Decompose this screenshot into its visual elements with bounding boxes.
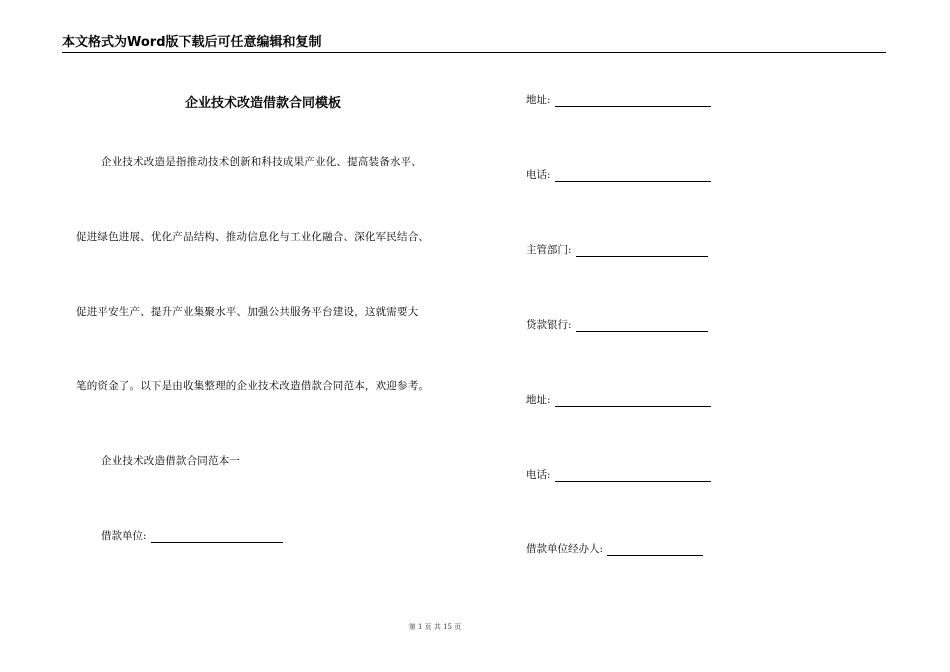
phone-label: 电话:	[526, 169, 551, 181]
paragraph-line-2: 促进绿色进展、优化产品结构、推动信息化与工业化融合、深化军民结合、	[76, 231, 430, 243]
borrower-unit-label: 借款单位:	[101, 530, 147, 542]
supervising-department-blank[interactable]	[576, 244, 708, 257]
address-label: 地址:	[526, 94, 551, 106]
borrower-agent-blank[interactable]	[607, 543, 703, 556]
lending-bank-label: 贷款银行:	[526, 319, 572, 331]
supervising-department-field	[526, 243, 708, 257]
borrower-agent-field	[526, 542, 703, 556]
lending-bank-blank[interactable]	[576, 319, 708, 332]
address-field-2	[526, 393, 711, 407]
phone-field	[526, 168, 711, 182]
paragraph-line-3: 促进平安生产、提升产业集聚水平、加强公共服务平台建设，这就需要大	[76, 306, 419, 318]
header-text: 本文格式为Word版下载后可任意编辑和复制	[62, 35, 322, 50]
borrower-agent-label: 借款单位经办人:	[526, 543, 604, 555]
page-number: 第 1 页 共 15 页	[408, 623, 462, 631]
borrower-unit-field	[101, 529, 283, 543]
address-blank[interactable]	[555, 94, 711, 107]
borrower-unit-blank[interactable]	[151, 530, 283, 543]
paragraph-line-4: 笔的资金了。以下是由收集整理的企业技术改造借款合同范本，欢迎参考。	[76, 380, 430, 392]
phone-field-2	[526, 468, 711, 482]
supervising-department-label: 主管部门:	[526, 244, 572, 256]
lending-bank-field	[526, 318, 708, 332]
address-field	[526, 93, 711, 107]
section-heading: 企业技术改造借款合同范本一	[101, 455, 241, 467]
phone-blank-2[interactable]	[555, 469, 711, 482]
address-blank-2[interactable]	[555, 394, 711, 407]
phone-label-2: 电话:	[526, 469, 551, 481]
phone-blank[interactable]	[555, 169, 711, 182]
paragraph-line-1: 企业技术改造是指推动技术创新和科技成果产业化、提高装备水平、	[101, 156, 422, 168]
page-header	[62, 35, 886, 53]
address-label-2: 地址:	[526, 394, 551, 406]
document-title: 企业技术改造借款合同模板	[184, 96, 341, 111]
